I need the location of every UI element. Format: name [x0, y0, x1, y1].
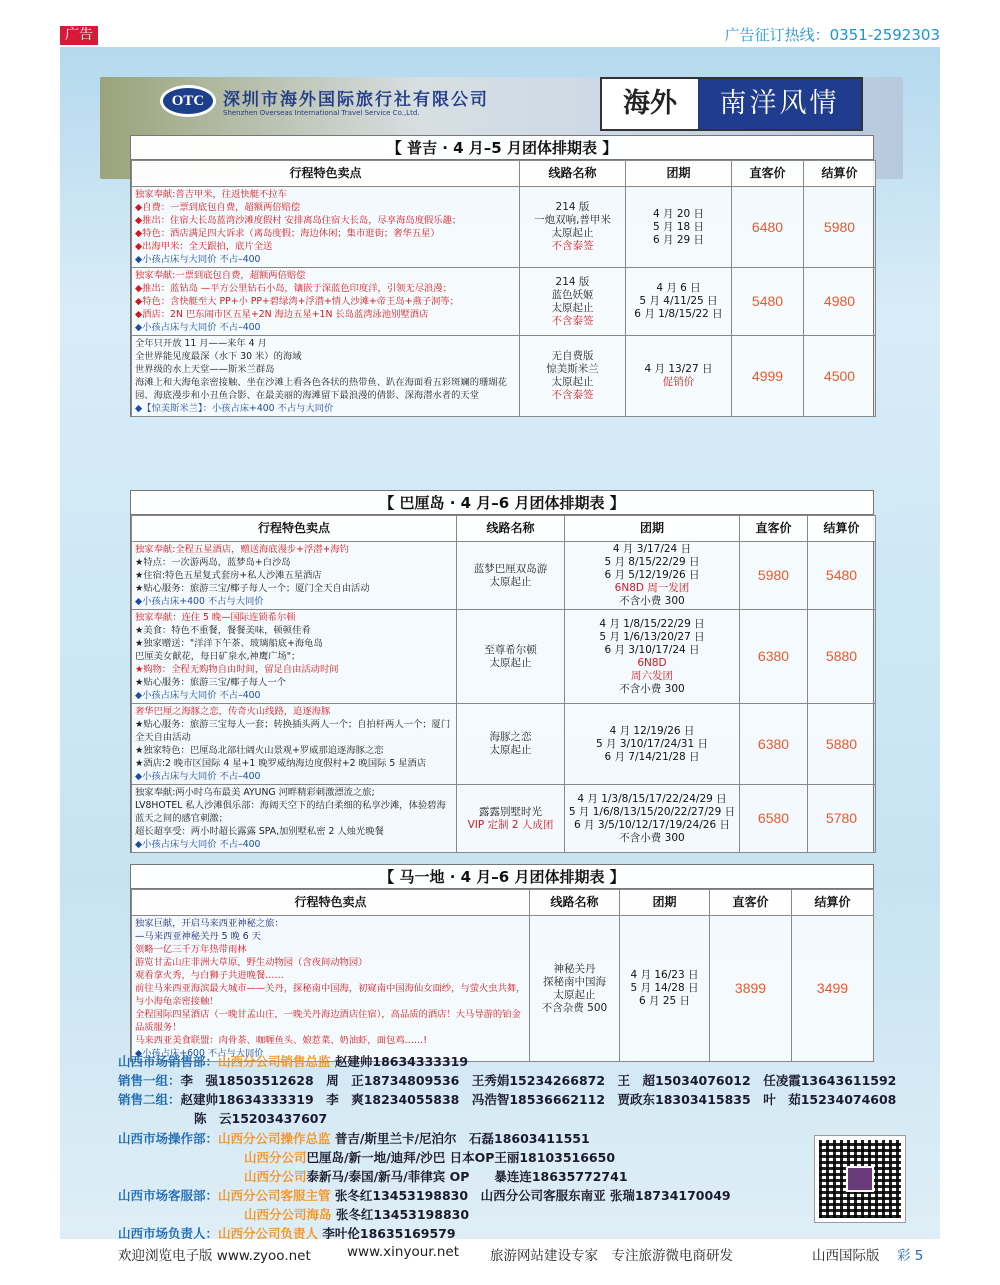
feature-line: ★独家特色：巴厘岛北部壮阔火山景观+罗威那追逐海豚之恋 [135, 745, 384, 756]
route-line: 无自费版 [551, 350, 594, 362]
date-line: 促销价 [662, 376, 695, 388]
manager-contact: 李叶伦18635169579 [322, 1226, 456, 1239]
footer-page: 彩 5 [897, 1248, 924, 1264]
service-supervisor-title: 山西分公司客服主管 [218, 1188, 331, 1203]
footer [0, 1240, 1000, 1270]
feature-line: ◆小孩占床与大同价 不占–400 [135, 839, 261, 850]
feature-line: 马来西亚美食联盟：肉骨茶、咖喱鱼头、娘惹菜、奶油虾，面包鸡……! [135, 1035, 427, 1046]
route-line: 太原起止 [489, 656, 532, 669]
feature-line: 独家奉献:两小时乌布最美 AYUNG 河畔精彩刺激漂流之旅; [135, 787, 375, 798]
manager-label: 山西市场负责人： [118, 1226, 219, 1239]
price-retail: 5980 [740, 542, 808, 610]
col-route: 线路名称 [530, 890, 620, 916]
sales-group1: 李 强18503512628 周 正18734809536 王秀娟15234266872 王 超15034076012 任凌霞13643611592 [180, 1073, 897, 1088]
ops-branch-1: 山西分公司 [244, 1150, 307, 1165]
col-settle: 结算价 [792, 890, 874, 916]
row-features [132, 610, 457, 704]
date-line: 6N8D [637, 656, 667, 669]
brand-haiwai: 海外 [602, 79, 698, 129]
route-line: 太原起止 [489, 744, 532, 756]
feature-line: ◆小孩占床+400 不占与大同价 [135, 596, 264, 607]
route-line: 214 版 [555, 201, 590, 213]
price-retail: 6580 [740, 785, 808, 853]
feature-line: ◆小孩占床与大同价 不占–400 [135, 771, 261, 782]
row-dates [565, 542, 740, 610]
row-features [132, 336, 520, 417]
date-line: 5 月 14/28 日 [630, 982, 699, 994]
price-settle: 4500 [804, 336, 876, 417]
date-line: 4 月 6 日 [656, 282, 701, 294]
sales-group2: 赵建帅18634333319 李 爽18234055838 冯浩智18536662112 贾政东18303415835 叶 茹15234074608 [180, 1092, 897, 1107]
feature-line: 全年只开放 11 月——来年 4 月 [135, 338, 267, 349]
date-line: 4 月 13/27 日 [644, 363, 713, 375]
feature-line: 全世界能见度最深（水下 30 米）的海域 [135, 351, 302, 362]
table-row [132, 785, 876, 853]
feature-line: 超长超享受：两小时超长露露 SPA,加别墅私密 2 人烛光晚餐 [135, 826, 384, 837]
ops-dept-label: 山西市场操作部： [118, 1131, 219, 1146]
ad-hotline: 广告征订热线：0351-2592303 [724, 26, 940, 44]
row-route [520, 336, 626, 417]
col-route: 线路名称 [520, 161, 626, 187]
route-line: 太原起止 [553, 988, 596, 1001]
ops-branch-2: 山西分公司 [244, 1169, 307, 1184]
price-settle: 5880 [808, 610, 876, 704]
feature-line: ◆小孩占床+600 不占与大同价 [135, 1048, 264, 1059]
feature-line: ◆特色：酒店满足四大诉求（离岛度假；海边休闲；集市逛街；奢华五星） [135, 228, 440, 239]
date-line: 4 月 12/19/26 日 [609, 724, 695, 737]
col-settle: 结算价 [808, 516, 876, 542]
otc-logo: OTC [160, 85, 216, 117]
row-dates [626, 187, 732, 268]
row-features [132, 268, 520, 336]
phuket-section [130, 135, 874, 417]
table-row [132, 542, 876, 610]
feature-line: 独家奉献:一票到底包自费，超额两倍赔偿 [135, 270, 306, 281]
col-dates: 团期 [620, 890, 710, 916]
brand-nanyang: 南洋风情 [698, 79, 861, 129]
feature-line: ◆出海甲米：全天跟拍，底片全送 [135, 241, 273, 252]
feature-line: ★独家赠送："洋洋下午茶、玻璃船底+海龟岛 [135, 638, 323, 649]
feature-line: 奢华巴厘之海豚之恋，传奇火山线路，追逐海豚 [135, 706, 331, 717]
manager-title: 山西分公司负责人 [218, 1226, 319, 1239]
row-route [530, 916, 620, 1062]
qr-center-logo [846, 1166, 874, 1192]
feature-line: ★酒店:2 晚市区国际 4 星+1 晚罗威纳海边度假村+2 晚国际 5 星酒店 [135, 758, 427, 769]
bali-section [130, 490, 874, 853]
date-line: 6N8D 周一发团 [614, 582, 690, 594]
service-dept-label: 山西市场客服部： [118, 1188, 219, 1203]
col-features: 行程特色卖点 [132, 516, 457, 542]
route-line: 不含杂费 500 [541, 1001, 608, 1014]
route-line: 太原起止 [551, 301, 594, 314]
route-line: 海豚之恋 [489, 731, 532, 743]
price-retail: 4999 [732, 336, 804, 417]
col-features: 行程特色卖点 [132, 161, 520, 187]
row-features [132, 542, 457, 610]
schedule-table [131, 515, 876, 853]
feature-line: 游览甘孟山庄非洲大草原，野生动物园（含夜间动物园） [135, 957, 368, 968]
date-line: 5 月 1/6/13/20/27 日 [599, 630, 705, 643]
advert-page [60, 47, 940, 1239]
feature-line: 世界级的水上天堂——斯米兰群岛 [135, 364, 275, 375]
contacts-block [60, 1050, 940, 1239]
table-row [132, 187, 876, 268]
footer-eversion[interactable]: 欢迎浏览电子版 www.zyoo.net [118, 1248, 311, 1264]
section-title: 【 普吉 · 4 月–5 月团体排期表 】 [131, 135, 873, 160]
feature-line: ◆推出：蓝钻岛 —平方公里钻石小岛，镶嵌于深蓝色印度洋，引领无尽浪漫； [135, 283, 452, 294]
row-dates [626, 336, 732, 417]
row-features [132, 785, 457, 853]
table-body [132, 916, 874, 1062]
price-settle: 4980 [804, 268, 876, 336]
row-route [457, 704, 565, 785]
footer-slogan: 旅游网站建设专家 专注旅游微电商研发 [490, 1248, 733, 1264]
route-line: 一炮双响,普甲米 [534, 214, 611, 226]
feature-line: ★贴心服务：旅游三宝/椰子每人一个 [135, 677, 286, 688]
sales-director-title: 山西分公司销售总监 [218, 1054, 331, 1069]
route-line: 神秘关丹 [553, 962, 596, 975]
feature-line: ◆小孩占床与大同价 不占–400 [135, 690, 261, 701]
ad-tag: 广告 [60, 26, 98, 45]
feature-line: ◆特色：含快艇至大 PP+小 PP+碧绿湾+浮潜+情人沙滩+帝王岛+燕子洞等； [135, 296, 459, 307]
sales-group1-label: 销售一组： [118, 1073, 181, 1088]
date-line: 4 月 16/23 日 [630, 969, 699, 981]
date-line: 周六发团 [631, 669, 673, 682]
feature-line: 独家奉献:全程五星酒店，赠送海底漫步+浮潜+海钓 [135, 544, 349, 555]
sales-group2-label: 销售二组： [118, 1092, 181, 1107]
schedule-table [131, 889, 874, 1062]
col-retail: 直客价 [710, 890, 792, 916]
feature-line: 独家奉献：连住 5 晚—国际连锁希尔顿 [135, 612, 296, 623]
feature-line: ★特点：一次游两岛，蓝梦岛+白沙岛 [135, 557, 291, 568]
table-row [132, 610, 876, 704]
footer-site[interactable]: www.xinyour.net [347, 1244, 460, 1260]
route-line: VIP 定制 2 人成团 [467, 818, 554, 831]
col-dates: 团期 [626, 161, 732, 187]
feature-line: ◆小孩占床与大同价 不占–400 [135, 254, 261, 265]
ops-director: 普吉/斯里兰卡/尼泊尔 石磊18603411551 [334, 1131, 590, 1146]
row-route [520, 187, 626, 268]
price-settle: 5480 [808, 542, 876, 610]
route-line: 太原起止 [489, 575, 532, 588]
feature-line: ★住宿:特色五星复式套房+私人沙滩五星酒店 [135, 570, 322, 581]
col-route: 线路名称 [457, 516, 565, 542]
company-name-en: Shenzhen Overseas International Travel Service Co.,Ltd. [223, 109, 420, 117]
row-features [132, 187, 520, 268]
route-line: 至尊希尔顿 [484, 643, 537, 656]
date-line: 6 月 5/12/19/26 日 [604, 569, 700, 581]
date-line: 4 月 1/8/15/22/29 日 [599, 617, 705, 630]
price-retail: 6480 [732, 187, 804, 268]
brand-box [600, 77, 863, 131]
row-dates [565, 610, 740, 704]
feature-line: 全程国际四星酒店（一晚甘孟山庄，一晚关丹海边酒店住宿），高品质的酒店！大马导游的铂金品质服务！ [135, 1009, 521, 1033]
route-line: 不含泰签 [551, 314, 594, 327]
sales-group2-extra: 陈 云15203437607 [194, 1111, 328, 1126]
row-dates [620, 916, 710, 1062]
qr-code[interactable] [814, 1135, 906, 1223]
service-contacts: 张冬红13453198830 山西分公司客服东南亚 张瑞18734170049 [334, 1188, 731, 1203]
date-line: 6 月 29 日 [652, 233, 705, 246]
feature-line: 领略一亿三千万年热带雨林 [135, 944, 247, 955]
sales-director: 赵建帅18634333319 [334, 1054, 469, 1069]
route-line: 探秘南中国海 [543, 975, 606, 988]
date-line: 5 月 3/10/17/24/31 日 [596, 737, 708, 750]
date-line: 6 月 7/14/21/28 日 [604, 750, 700, 763]
price-settle: 3499 [792, 916, 874, 1062]
date-line: 4 月 20 日 [652, 207, 705, 220]
feature-line: ◆自费：一票到底包自费，超额两倍赔偿 [135, 202, 301, 213]
feature-line: ★购物：全程无购物自由时间，留足自由活动时间 [135, 664, 339, 675]
row-dates [565, 785, 740, 853]
company-name: 深圳市海外国际旅行社有限公司 [223, 90, 489, 110]
feature-line: 独家巨献，开启马来西亚神秘之旅： [135, 918, 284, 929]
price-retail: 6380 [740, 704, 808, 785]
ops-contact-2: 泰新马/泰国/新马/菲律宾 OP 暴连连18635772741 [306, 1169, 628, 1184]
ops-contact-1: 巴厘岛/新一地/迪拜/沙巴 日本OP王丽18103516650 [306, 1150, 616, 1165]
feature-line: ◆推出：住宿大长岛蓝湾沙滩度假村 安排离岛住宿大长岛，尽享海岛度假乐趣； [135, 215, 462, 226]
section-title: 【 马一地 · 4 月–6 月团体排期表 】 [131, 864, 873, 889]
feature-line: 海滩上和大海龟亲密接触、坐在沙滩上看各色各状的热带鱼、趴在海面看五彩斑斓的珊瑚花园、海底漫步和小丑鱼合影、在最美丽的海滩留下最浪漫的倩影、深海潜水者的天堂 [135, 377, 507, 401]
route-line: 惊美斯米兰 [546, 363, 599, 375]
feature-line: ◆小孩占床与大同价 不占–400 [135, 322, 261, 333]
date-line: 不含小费 300 [619, 682, 685, 695]
col-features: 行程特色卖点 [132, 890, 530, 916]
feature-line: 观看拿火秀，与白狮子共进晚餐…… [135, 970, 284, 981]
service-island-contact: 张冬红13453198830 [335, 1207, 470, 1222]
feature-line: ★美食：特色不重餐，餐餐美味，顿顿佳肴 [135, 625, 311, 636]
date-line: 6 月 25 日 [638, 995, 691, 1007]
top-bar [0, 0, 1000, 46]
ops-director-title: 山西分公司操作总监 [218, 1131, 331, 1146]
price-retail: 6380 [740, 610, 808, 704]
col-settle: 结算价 [804, 161, 876, 187]
date-line: 5 月 1/6/8/13/15/20/22/27/29 日 [568, 805, 736, 818]
route-line: 露露别墅时光 [479, 805, 542, 818]
col-retail: 直客价 [740, 516, 808, 542]
table-row [132, 268, 876, 336]
table-body [132, 542, 876, 853]
route-line: 不含泰签 [551, 240, 594, 252]
col-dates: 团期 [565, 516, 740, 542]
date-line: 5 月 8/15/22/29 日 [604, 556, 700, 568]
feature-line: 前往马来西亚海滨最大城市——关丹，探秘南中国海，初窥南中国海仙女面纱，与萤火虫共舞，与小海龟亲密接触！ [135, 983, 526, 1007]
table-row [132, 704, 876, 785]
schedule-table [131, 160, 876, 417]
date-line: 6 月 3/10/17/24 日 [604, 643, 700, 656]
feature-line: ★贴心服务：旅游三宝/椰子每人一个；厦门全天自由活动 [135, 583, 370, 594]
footer-edition: 山西国际版 [812, 1248, 880, 1264]
row-route [457, 785, 565, 853]
price-settle: 5780 [808, 785, 876, 853]
route-line: 太原起止 [551, 227, 594, 239]
feature-line: ◆酒店：2N 巴东闹市区五星+2N 海边五星+1N 长岛蓝湾泳池别墅酒店 [135, 309, 429, 320]
price-retail: 3899 [710, 916, 792, 1062]
date-line: 不含小费 300 [619, 831, 685, 844]
date-line: 5 月 4/11/25 日 [639, 295, 718, 307]
price-settle: 5980 [804, 187, 876, 268]
date-line: 4 月 3/17/24 日 [612, 543, 692, 555]
service-island-title: 山西分公司海岛 [244, 1207, 332, 1222]
date-line: 6 月 3/5/10/12/17/19/24/26 日 [574, 818, 730, 831]
table-row [132, 336, 876, 417]
feature-line: ◆【惊美斯米兰】：小孩占床+400 不占与大同价 [135, 403, 334, 414]
table-row [132, 916, 874, 1062]
row-route [457, 542, 565, 610]
row-dates [626, 268, 732, 336]
feature-line: ★贴心服务：旅游三宝每人一套；转换插头两人一个；自拍杆两人一个；厦门全天自由活动 [135, 719, 451, 743]
row-route [457, 610, 565, 704]
row-features [132, 916, 530, 1062]
col-retail: 直客价 [732, 161, 804, 187]
sales-dept-label: 山西市场销售部： [118, 1054, 219, 1069]
date-line: 5 月 18 日 [652, 220, 705, 233]
feature-line: 独家奉献:普吉甲米，往返快艇不拉车 [135, 189, 287, 200]
feature-line: LV8HOTEL 私人沙滩俱乐部：海阔天空下的结白柔细的私享沙滩，体验碧海蓝天之间的感官刺激； [135, 800, 446, 824]
feature-line: 巴厘美女献花，每日矿泉水,神鹰广场"； [135, 651, 301, 662]
date-line: 不含小费 300 [619, 595, 685, 607]
table-body [132, 187, 876, 417]
malaysia-section [130, 864, 874, 1062]
price-retail: 5480 [732, 268, 804, 336]
row-route [520, 268, 626, 336]
route-line: 214 版 [555, 275, 590, 288]
row-features [132, 704, 457, 785]
row-dates [565, 704, 740, 785]
route-line: 不含泰签 [551, 389, 594, 401]
price-settle: 5880 [808, 704, 876, 785]
route-line: 蓝梦巴厘双岛游 [473, 562, 548, 575]
route-line: 太原起止 [551, 376, 594, 388]
feature-line: —马来西亚神秘关丹 5 晚 6 天 [135, 931, 261, 942]
section-title: 【 巴厘岛 · 4 月–6 月团体排期表 】 [131, 490, 873, 515]
route-line: 蓝色妖姬 [551, 288, 594, 301]
date-line: 6 月 1/8/15/22 日 [634, 308, 723, 320]
date-line: 4 月 1/3/8/15/17/22/24/29 日 [577, 792, 727, 805]
